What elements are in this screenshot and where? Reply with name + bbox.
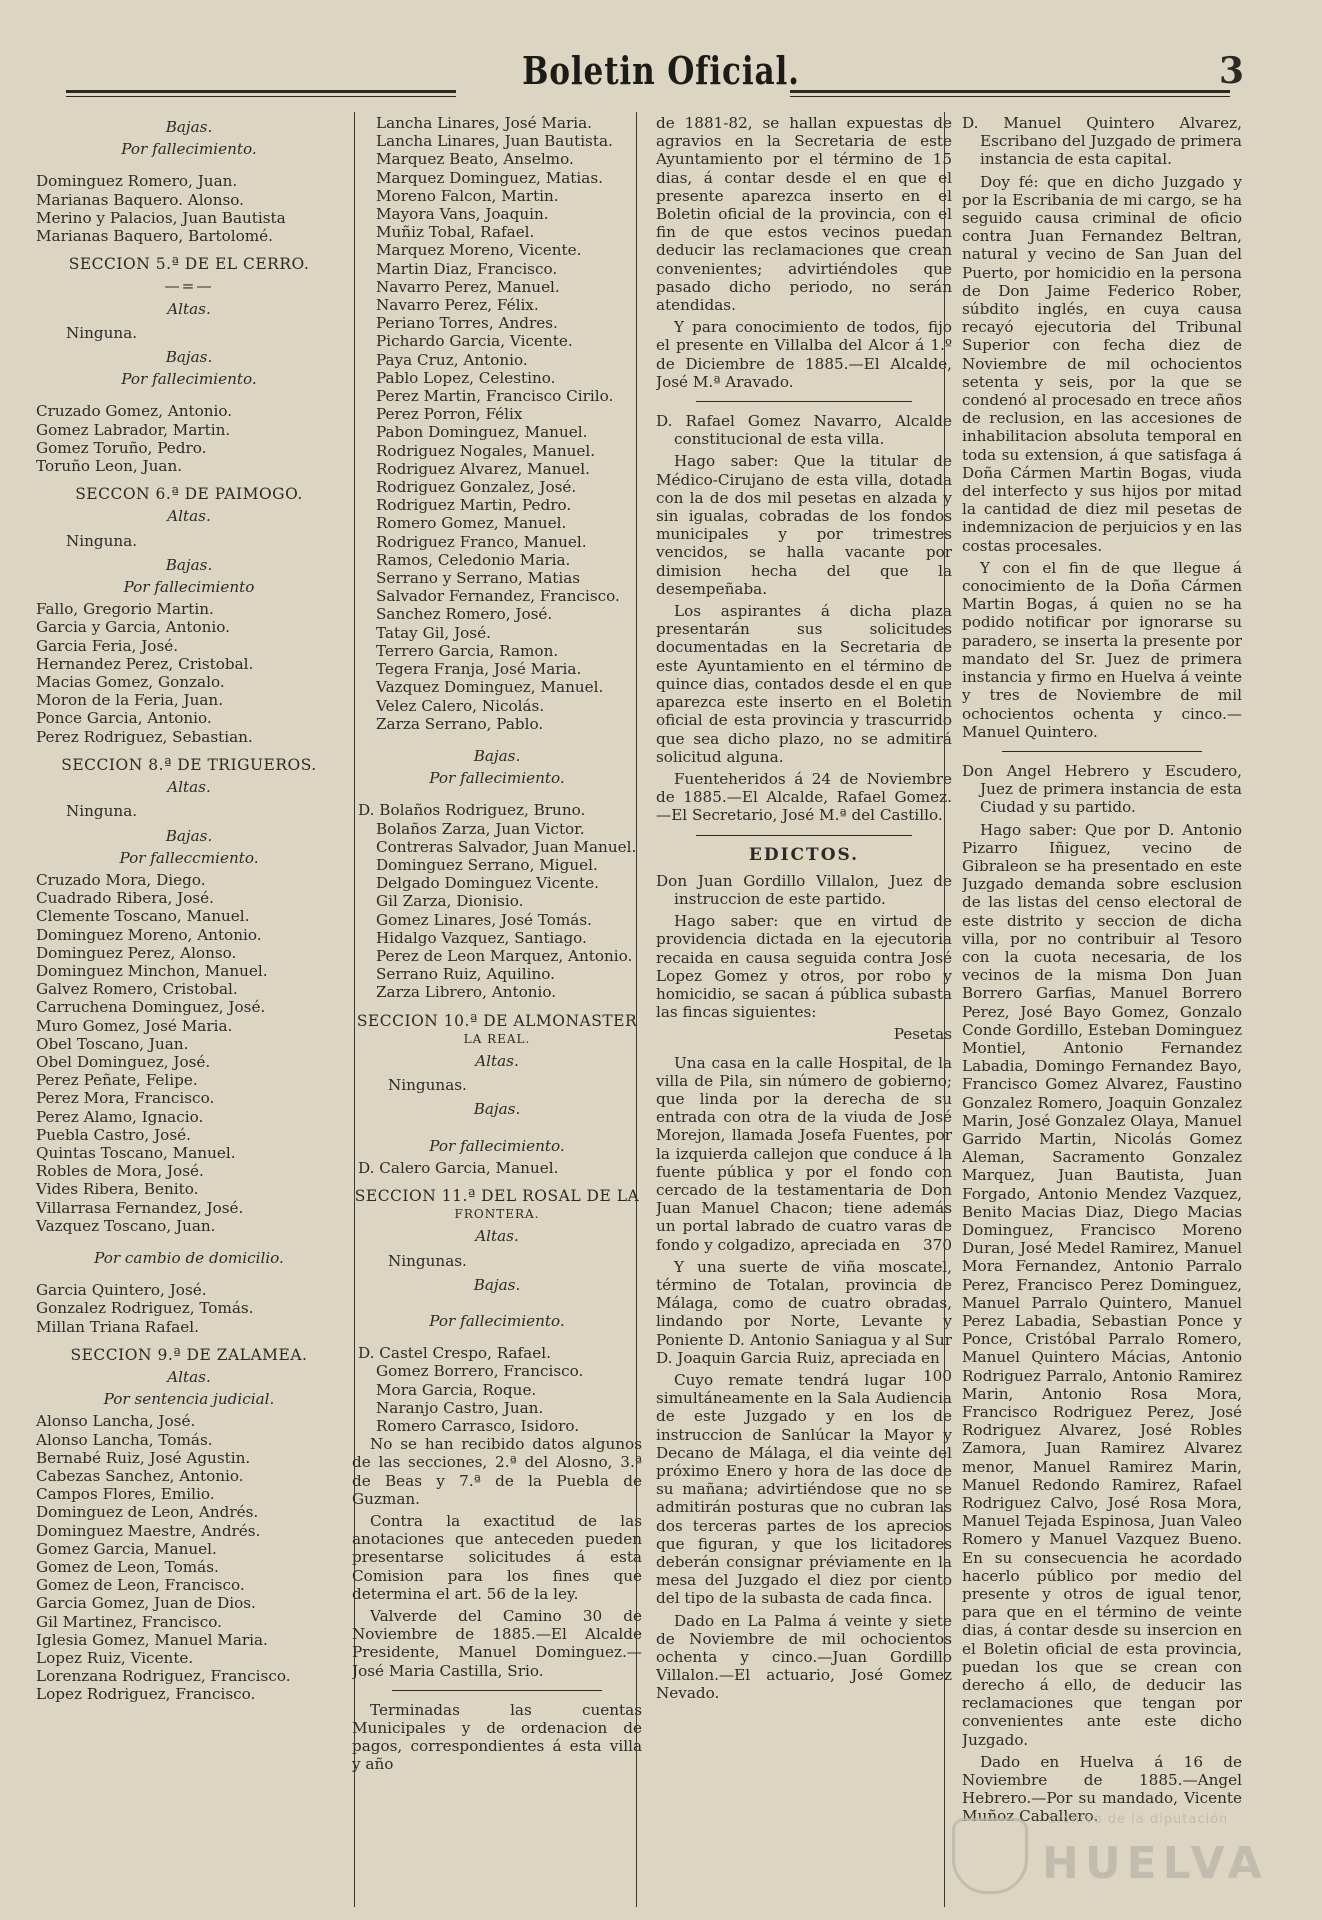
name-entry: Carruchena Dominguez, José. <box>36 998 266 1017</box>
subheading: Por fallecimiento. <box>429 769 565 788</box>
separator-rule <box>696 835 912 836</box>
name-entry: Cruzado Mora, Diego. <box>36 870 206 889</box>
name-entry: Garcia y Garcia, Antonio. <box>36 618 230 637</box>
name-entry: Vazquez Toscano, Juan. <box>36 1216 216 1235</box>
subheading: Bajas. <box>473 1100 521 1119</box>
name-list <box>30 600 348 746</box>
name-entry: Rodriguez Franco, Manuel. <box>376 532 587 551</box>
none-entry: Ninguna. <box>66 323 138 342</box>
dash-ornament: —=— <box>164 277 214 296</box>
name-entry: Tegera Franja, José Maria. <box>376 660 582 679</box>
name-entry: Perez Rodriguez, Sebastian. <box>36 727 253 746</box>
property-price: 370 <box>923 1235 952 1254</box>
name-entry: Vides Ribera, Benito. <box>36 1180 199 1199</box>
section-heading: SECCON 6.ª DE PAIMOGO. <box>75 485 303 504</box>
name-entry: D. Bolaños Rodriguez, Bruno. <box>358 801 586 820</box>
paragraph: Terminadas las cuentas Municipales y de ordenacion de pagos, correspondientes á esta villa y año <box>352 1700 642 1774</box>
name-list <box>30 172 348 245</box>
property-description: Y una suerte de viña moscatel, término de Totalan, provincia de Málaga, como de cuatro obradas, lindando por Norte, Levante y Poniente D. Antonio Saniagua y al Sur D. Joaquin Garcia Ruiz, apreciada en <box>656 1257 952 1367</box>
name-entry: Cabezas Sanchez, Antonio. <box>36 1467 244 1485</box>
subheading: Altas. <box>167 778 211 797</box>
paragraph <box>656 1054 952 1254</box>
name-entry: Mora Garcia, Roque. <box>376 1380 537 1399</box>
name-entry: Millan Triana Rafael. <box>36 1317 199 1336</box>
name-entry: Velez Calero, Nicolás. <box>376 696 545 715</box>
name-entry: Pablo Lopez, Celestino. <box>376 368 556 387</box>
name-entry: Rodriguez Gonzalez, José. <box>376 478 577 497</box>
subheading: Por fallecimiento. <box>121 370 257 389</box>
name-entry: Marquez Dominguez, Matias. <box>376 168 603 187</box>
name-entry: Vazquez Dominguez, Manuel. <box>376 678 604 697</box>
subheading: Por sentencia judicial. <box>103 1390 275 1409</box>
name-entry: Perez Peñate, Felipe. <box>36 1071 198 1090</box>
name-entry: Zarza Librero, Antonio. <box>376 983 557 1002</box>
name-entry: Lorenzana Rodriguez, Francisco. <box>36 1667 291 1686</box>
name-entry: Quintas Toscano, Manuel. <box>36 1143 236 1162</box>
edictos-heading: EDICTOS. <box>748 844 860 865</box>
name-list <box>30 871 348 1235</box>
masthead <box>0 42 1322 102</box>
subheading: Por cambio de domicilio. <box>94 1248 284 1267</box>
name-entry: Villarrasa Fernandez, José. <box>36 1198 244 1217</box>
subheading: Altas. <box>167 507 211 526</box>
name-entry: Gomez Labrador, Martin. <box>36 420 231 439</box>
name-entry: Navarro Perez, Manuel. <box>376 277 560 296</box>
archive-watermark <box>952 1800 1268 1900</box>
paragraph: de 1881-82, se hallan expuestas de agravios en la Secretaria de este Ayuntamiento por el término de 15 dias, á contar desde el en que el presente aparezca inserto en el Boletin oficial de la provincia, con el fin de que estos vecinos puedan deducir las reclamaciones que crean convenientes; advirtiéndoles que pasado dicho periodo, no serán atendidas. <box>656 114 952 315</box>
name-entry: Sanchez Romero, José. <box>376 605 553 624</box>
name-list <box>352 1344 642 1435</box>
paragraph: No se han recibido datos algunos de las secciones, 2.ª del Alosno, 3.ª de Beas y 7.ª de la Puebla de Guzman. <box>352 1435 642 1508</box>
name-entry: Marquez Beato, Anselmo. <box>376 150 574 169</box>
name-entry: Clemente Toscano, Manuel. <box>36 907 250 926</box>
column-1 <box>30 114 348 1904</box>
paragraph: Cuyo remate tendrá lugar simultáneamente en la Sala Audiencia de este Juzgado y en los de instruccion de Sanlúcar la Mayor y Decano de Málaga, el dia veinte del próximo Enero y hora de las doce de su mañana; advirtiéndose que no se admitirán posturas que no cubran las dos terceras partes de los aprecios que figuran, y que los licitadores deberán consignar préviamente en la mesa del Juzgado el diez por ciento del tipo de la subasta de cada finca. <box>656 1371 952 1608</box>
name-entry: Serrano y Serrano, Matias <box>376 569 581 588</box>
name-entry: Dominguez Romero, Juan. <box>36 172 238 191</box>
paragraph: Dado en La Palma á veinte y siete de Noviembre de mil ochocientos ochenta y cinco.—Juan Gordillo Villalon.—El actuario, José Gomez Nevado. <box>656 1611 952 1703</box>
name-list <box>30 1412 348 1703</box>
subheading: Por fallecimiento. <box>429 1311 565 1330</box>
subheading: Por falleccmiento. <box>119 848 259 867</box>
section-heading-sub: FRONTERA. <box>454 1207 540 1222</box>
name-entry: D. Calero Garcia, Manuel. <box>358 1158 559 1177</box>
name-entry: Macias Gomez, Gonzalo. <box>36 673 225 692</box>
name-entry: Marianas Baquero. Alonso. <box>36 190 244 209</box>
name-entry: Gomez Toruño, Pedro. <box>36 438 207 457</box>
property-price: 100 <box>923 1367 952 1385</box>
section-heading: SECCION 5.ª DE EL CERRO. <box>68 255 310 274</box>
paragraph: Hago saber: Que la titular de Médico-Cirujano de esta villa, dotada con la de dos mil pesetas en alzada y sin igualas, cobradas de los fondos municipales y por trimestres vencidos, se halla vacante por dimision hecha del que la desempeñaba. <box>656 452 952 598</box>
separator-rule <box>696 401 912 402</box>
name-entry: Dominguez de Leon, Andrés. <box>36 1503 259 1522</box>
name-entry: Lancha Linares, Juan Bautista. <box>376 132 613 151</box>
name-entry: Rodriguez Nogales, Manuel. <box>376 441 596 460</box>
name-entry: Garcia Gomez, Juan de Dios. <box>36 1594 256 1613</box>
name-entry: Alonso Lancha, José. <box>36 1412 196 1431</box>
paragraph: Y con el fin de que llegue á conocimiento de la Doña Cármen Martin Bogas, á quien no se ha podido notificar por ignorarse su paradero, se inserta la presente por mandato del Sr. Juez de primera instancia y firmo en Huelva á veinte y tres de Noviembre de mil ochocientos ochenta y cinco.—Manuel Quintero. <box>962 558 1242 741</box>
name-entry: Gomez de Leon, Tomás. <box>36 1558 219 1577</box>
section-heading <box>352 1012 642 1048</box>
name-entry: Cuadrado Ribera, José. <box>36 889 215 908</box>
name-entry: Perez Martin, Francisco Cirilo. <box>376 387 614 406</box>
name-entry: Muñiz Tobal, Rafael. <box>376 223 535 242</box>
subheading: Altas. <box>475 1227 519 1246</box>
name-entry: Gil Zarza, Dionisio. <box>376 892 524 911</box>
name-entry: Martin Diaz, Francisco. <box>376 259 558 278</box>
name-entry: Garcia Quintero, José. <box>36 1281 207 1300</box>
name-entry: Perez Alamo, Ignacio. <box>36 1107 204 1126</box>
paragraph <box>656 1257 952 1385</box>
name-list <box>30 402 348 475</box>
shield-icon <box>952 1818 1028 1894</box>
pesetas-label: Pesetas <box>893 1025 952 1044</box>
page-number: 3 <box>1218 50 1244 92</box>
name-entry: Lopez Rodriguez, Francisco. <box>36 1685 256 1704</box>
paragraph: Hago saber: Que por D. Antonio Pizarro Iñiguez, vecino de Gibraleon se ha presentado en este Juzgado demanda sobre esclusion de las listas del censo electoral de este distrito y seccion de dicha villa, por no contribuir al Tesoro con la cuota necesaria, de los vecinos de la misma Don Juan Borrero Garfias, Manuel Borrero Perez, José Bayo Gomez, Gonzalo Conde Gordillo, Esteban Dominguez Montiel, Antonio Fernandez Labadia, Domingo Fernandez Bayo, Francisco Gomez Alvarez, Faustino Gonzalez Romero, Joaquin Gonzalez Marin, José Gonzalez Olaya, Manuel Garrido Martin, Nicolás Gomez Aleman, Sacramento Gonzalez Marquez, Juan Bautista, Juan Forgado, Antonio Mendez Vazquez, Benito Macias Diaz, Diego Macias Dominguez, Francisco Moreno Duran, José Medel Ramirez, Manuel Mora Fernandez, Antonio Parralo Perez, Francisco Perez Dominguez, Manuel Parralo Quintero, Manuel Perez Labadia, Sebastian Ponce y Ponce, Cristóbal Parralo Romero, Manuel Quintero Mácias, Antonio Rodriguez Parralo, Antonio Ramirez Marin, Antonio Rosa Mora, Francisco Rodriguez Perez, José Rodriguez Alvarez, José Robles Zamora, Juan Ramirez Alvarez menor, Manuel Ramirez Marin, Manuel Redondo Ramirez, Rafael Rodriguez Calvo, José Rosa Mora, Manuel Tejada Espinosa, Juan Valeo Romero y Manuel Vazquez Bueno. En su consecuencia he acordado hacerlo público por medio del presente y otros de igual tenor, para que en el término de veinte dias, á contar desde su insercion en el Boletin oficial de esta provincia, puedan los que se crean con derecho á ello, de deducir las reclamaciones que tengan por convenientes ante este dicho Juzgado. <box>962 820 1242 1749</box>
name-entry: Zarza Serrano, Pablo. <box>376 714 544 733</box>
name-entry: Delgado Dominguez Vicente. <box>376 874 599 893</box>
none-entry: Ninguna. <box>66 802 138 821</box>
name-entry: Obel Dominguez, José. <box>36 1052 211 1071</box>
subheading: Altas. <box>475 1051 519 1070</box>
name-entry: Marianas Baquero, Bartolomé. <box>36 227 273 246</box>
name-entry: D. Castel Crespo, Rafael. <box>358 1344 551 1363</box>
name-entry: Fallo, Gregorio Martin. <box>36 600 214 619</box>
none-entry: Ninguna. <box>66 531 138 550</box>
paragraph: Y para conocimiento de todos, fijo el presente en Villalba del Alcor á 1.º de Diciembre de 1885.—El Alcalde, José M.ª Aravado. <box>656 318 952 391</box>
name-entry: Dominguez Minchon, Manuel. <box>36 961 268 980</box>
section-heading: SECCION 9.ª DE ZALAMEA. <box>70 1345 308 1364</box>
name-entry: Naranjo Castro, Juan. <box>376 1398 544 1417</box>
name-entry: Lancha Linares, José Maria. <box>376 114 593 132</box>
column-3 <box>656 114 952 1904</box>
name-entry: Lopez Ruiz, Vicente. <box>36 1649 194 1668</box>
name-entry: Gomez Linares, José Tomás. <box>376 910 592 929</box>
name-entry: Contreras Salvador, Juan Manuel. <box>376 837 637 856</box>
name-entry: Alonso Lancha, Tomás. <box>36 1430 213 1449</box>
name-list <box>352 801 642 1001</box>
name-entry: Dominguez Moreno, Antonio. <box>36 925 262 944</box>
header-rule-left-thin <box>66 96 456 97</box>
name-entry: Garcia Feria, José. <box>36 636 179 655</box>
section-heading <box>352 1187 642 1223</box>
name-entry: Rodriguez Martin, Pedro. <box>376 496 572 515</box>
name-entry: Gomez Garcia, Manuel. <box>36 1539 217 1558</box>
subheading: Por fallecimiento <box>123 578 255 597</box>
name-entry: Serrano Ruiz, Aquilino. <box>376 965 555 984</box>
name-entry: Tatay Gil, José. <box>376 623 491 642</box>
name-entry: Moreno Falcon, Martin. <box>376 186 559 205</box>
name-entry: Dominguez Serrano, Miguel. <box>376 855 598 874</box>
notice-heading: D. Rafael Gomez Navarro, Alcalde constitucional de esta villa. <box>656 412 952 449</box>
name-entry: Robles de Mora, José. <box>36 1162 204 1181</box>
column-4 <box>962 114 1242 1904</box>
name-entry: Hidalgo Vazquez, Santiago. <box>376 928 587 947</box>
name-entry: Ponce Garcia, Antonio. <box>36 709 212 728</box>
name-entry: Dominguez Perez, Alonso. <box>36 943 237 962</box>
newspaper-title: Boletin Oficial. <box>522 48 800 93</box>
separator-rule <box>392 1690 602 1691</box>
name-entry: Paya Cruz, Antonio. <box>376 350 528 369</box>
name-entry: Marquez Moreno, Vicente. <box>376 241 582 260</box>
name-entry: Navarro Perez, Félix. <box>376 296 539 315</box>
property-description: Una casa en la calle Hospital, de la villa de Pila, sin número de gobierno; que linda por la derecha de su entrada con otra de la viuda de José Morejon, llamada Josefa Fuentes, por la izquierda callejon que conduce á la fuente pública y por el fondo con cercado de la testamentaria de Don Juan Manuel Chacon; tiene además un portal labrado de cuatro varas de fondo y colgadizo, apreciada en <box>656 1053 952 1254</box>
name-entry: Ramos, Celedonio Maria. <box>376 550 571 569</box>
watermark-caption: archivo de la diputación <box>1048 1812 1229 1827</box>
subheading: Bajas. <box>165 118 213 136</box>
paragraph: Fuenteheridos á 24 de Noviembre de 1885.—El Alcalde, Rafael Gomez.—El Secretario, José M.ª del Castillo. <box>656 769 952 825</box>
subheading: Bajas. <box>165 555 213 574</box>
name-entry: Pabon Dominguez, Manuel. <box>376 423 588 442</box>
name-entry: Salvador Fernandez, Francisco. <box>376 587 620 606</box>
column-2 <box>352 114 642 1904</box>
none-entry: Ningunas. <box>388 1076 467 1095</box>
name-entry: Merino y Palacios, Juan Bautista <box>36 208 286 227</box>
name-entry: Periano Torres, Andres. <box>376 314 558 333</box>
name-list <box>30 1281 348 1336</box>
section-heading-text: SECCION 10.ª DE ALMONASTER <box>356 1011 638 1030</box>
notice-heading: Don Juan Gordillo Villalon, Juez de instruccion de este partido. <box>656 871 952 908</box>
subheading: Por fallecimiento. <box>121 140 257 159</box>
name-entry: Mayora Vans, Joaquin. <box>376 205 549 224</box>
name-entry: Perez Mora, Francisco. <box>36 1089 215 1108</box>
subheading: Bajas. <box>165 826 213 845</box>
name-entry: Romero Carrasco, Isidoro. <box>376 1417 580 1435</box>
name-entry: Perez Porron, Félix <box>376 405 523 424</box>
name-entry: Pichardo Garcia, Vicente. <box>376 332 573 351</box>
name-entry: Gomez Borrero, Francisco. <box>376 1362 584 1381</box>
name-entry: Galvez Romero, Cristobal. <box>36 980 238 999</box>
separator-rule <box>1002 751 1202 752</box>
notice-heading: Don Angel Hebrero y Escudero, Juez de primera instancia de esta Ciudad y su partido. <box>962 761 1242 817</box>
none-entry: Ningunas. <box>388 1251 467 1270</box>
paragraph: Hago saber: que en virtud de providencia dictada en la ejecutoria recaida en causa seguida contra José Lopez Gomez y otros, por robo y homicidio, se sacan á pública subasta las fincas siguientes: <box>656 912 952 1022</box>
name-entry: Perez de Leon Marquez, Antonio. <box>376 946 633 965</box>
name-entry: Puebla Castro, José. <box>36 1125 191 1144</box>
name-entry: Gonzalez Rodriguez, Tomás. <box>36 1299 254 1318</box>
paragraph: Doy fé: que en dicho Juzgado y por la Escribania de mi cargo, se ha seguido causa criminal de oficio contra Juan Fernandez Beltran, natural y vecino de San Juan del Puerto, por homicidio en la persona de Don Jaime Federico Rober, súbdito inglés, en cuya causa recayó ejecutoria del Tribunal Superior con fecha diez de Noviembre de mil ochocientos setenta y seis, por la que se condenó al procesado en trece años de reclusion, en las accesiones de inhabilitacion absoluta temporal en toda su extension, á que satisfaga á Doña Cármen Martin Bogas, viuda del interfecto y sus hijos por mitad la cantidad de diez mil pesetas de indemnizacion de perjuicios y en las costas procesales. <box>962 172 1242 555</box>
name-entry: Hernandez Perez, Cristobal. <box>36 654 254 673</box>
subheading: Por fallecimiento. <box>429 1136 565 1155</box>
name-entry: Cruzado Gomez, Antonio. <box>36 402 233 421</box>
section-heading-text: SECCION 11.ª DEL ROSAL DE LA <box>354 1186 640 1205</box>
name-list <box>352 114 642 733</box>
name-entry: Romero Gomez, Manuel. <box>376 514 567 533</box>
name-entry: Muro Gomez, José Maria. <box>36 1016 233 1035</box>
paragraph: Contra la exactitud de las anotaciones que anteceden pueden presentarse solicitudes á esta Comision para los fines que determina el art. 56 de la ley. <box>352 1512 642 1603</box>
name-entry: Iglesia Gomez, Manuel Maria. <box>36 1630 268 1649</box>
header-rule-right <box>790 90 1230 93</box>
subheading: Altas. <box>167 1367 211 1386</box>
name-entry: Gomez de Leon, Francisco. <box>36 1576 245 1595</box>
section-heading-sub: LA REAL. <box>463 1031 531 1046</box>
section-heading: SECCION 8.ª DE TRIGUEROS. <box>61 755 317 774</box>
name-entry: Bolaños Zarza, Juan Victor. <box>376 819 585 838</box>
name-entry: Moron de la Feria, Juan. <box>36 691 224 710</box>
paragraph: Los aspirantes á dicha plaza presentarán sus solicitudes documentadas en la Secretaria de este Ayuntamiento en el término de quince dias, contados desde el en que aparezca este inserto en el Boletin oficial de esta provincia y trascurrido que sea dicho plazo, no se admitirá solicitud alguna. <box>656 602 952 766</box>
subheading: Bajas. <box>165 348 213 367</box>
paragraph: Valverde del Camino 30 de Noviembre de 1885.—El Alcalde Presidente, Manuel Dominguez.—José Maria Castilla, Srio. <box>352 1607 642 1680</box>
name-entry: Terrero Garcia, Ramon. <box>376 641 559 660</box>
watermark-word: HUELVA <box>1042 1838 1268 1889</box>
subheading: Altas. <box>167 299 211 318</box>
name-entry: Rodriguez Alvarez, Manuel. <box>376 459 590 478</box>
name-entry: Dominguez Maestre, Andrés. <box>36 1521 261 1540</box>
subheading: Bajas. <box>473 746 521 765</box>
header-rule-left <box>66 90 456 93</box>
paragraph: Dado en Huelva á 16 de Noviembre de 1885.—Angel Hebrero.—Por su mandado, Vicente Muñoz Caballero. <box>962 1752 1242 1826</box>
name-entry: Obel Toscano, Juan. <box>36 1034 189 1053</box>
name-entry: Toruño Leon, Juan. <box>36 457 183 476</box>
header-rule-right-thin <box>790 96 1230 97</box>
name-entry: Campos Flores, Emilio. <box>36 1485 215 1504</box>
subheading: Bajas. <box>473 1275 521 1294</box>
name-entry: Gil Martinez, Francisco. <box>36 1612 222 1631</box>
notice-heading: D. Manuel Quintero Alvarez, Escribano del Juzgado de primera instancia de esta capital. <box>962 114 1242 169</box>
name-entry: Bernabé Ruiz, José Agustin. <box>36 1448 251 1467</box>
